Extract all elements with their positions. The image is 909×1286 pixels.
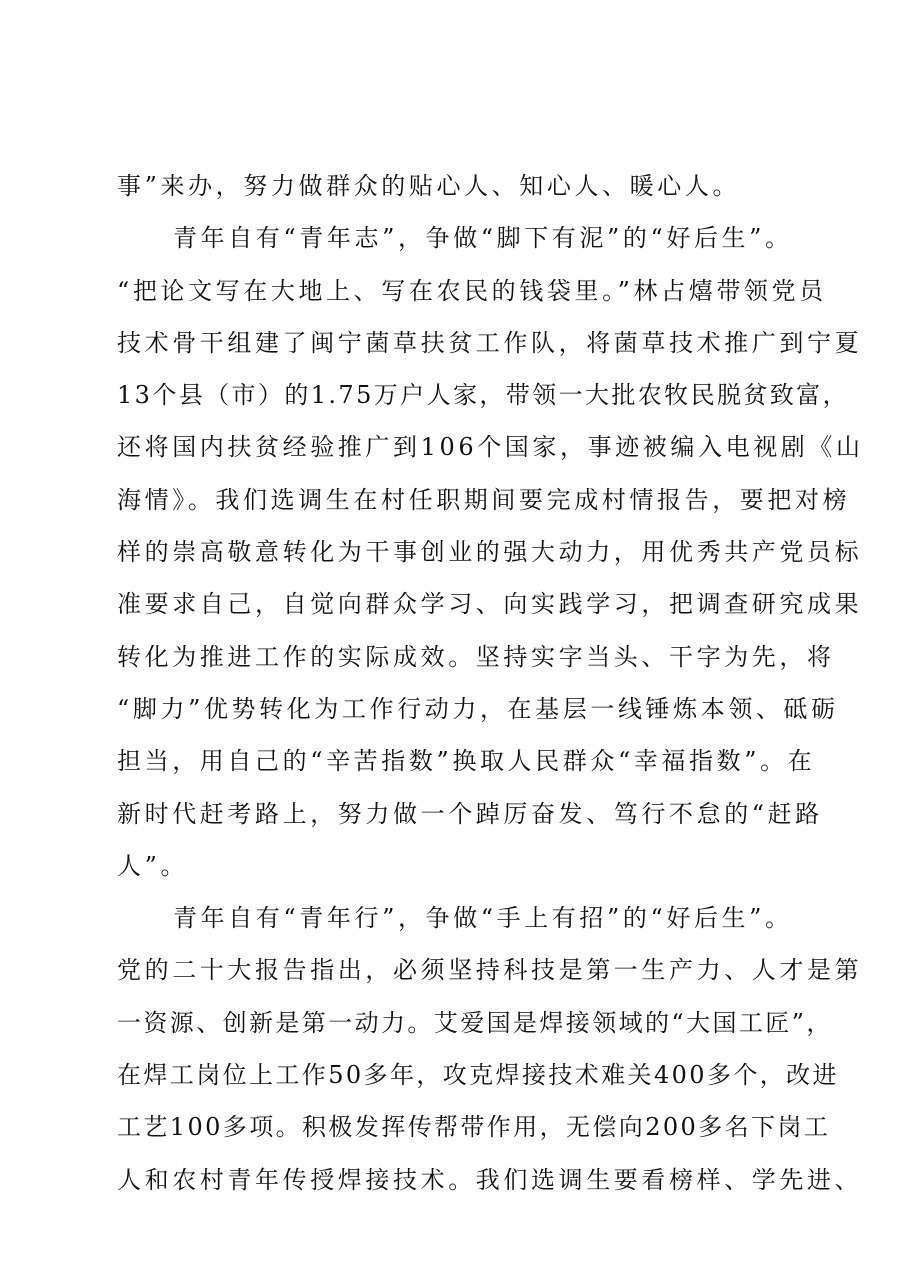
text-line: 还将国内扶贫经验推广到106个国家，事迹被编入电视剧《山: [117, 433, 864, 462]
text-line: 样的崇高敬意转化为干事创业的强大动力，用优秀共产党员标: [117, 538, 863, 567]
paragraph-first-line: 青年自有“青年行”，争做“手上有招”的“好后生”。: [173, 904, 793, 933]
text-line: 事”来办，努力做群众的贴心人、知心人、暖心人。: [117, 172, 741, 200]
text-line: 人和农村青年传授焊接技术。我们选调生要看榜样、学先进、: [117, 1165, 863, 1194]
text-line: 新时代赶考路上，努力做一个踔厉奋发、笃行不怠的“赶路: [117, 799, 823, 828]
text-line: 在焊工岗位上工作50多年，攻克焊接技术难关400多个，改进: [117, 1061, 839, 1090]
article-body: [117, 160, 864, 1206]
text-line: 海情》。我们选调生在村任职期间要完成村情报告，要把对榜: [117, 485, 851, 514]
paragraph-first-line: 青年自有“青年志”，争做“脚下有泥”的“好后生”。: [173, 224, 793, 253]
text-line: 工艺100多项。积极发挥传帮带作用，无偿向200多名下岗工: [117, 1113, 831, 1142]
text-line: “把论文写在大地上、写在农民的钱袋里。”林占熺带领党员: [117, 276, 827, 305]
text-line: 13个县（市）的1.75万户人家，带领一大批农牧民脱贫致富，: [117, 381, 849, 410]
text-line: 准要求自己，自觉向群众学习、向实践学习，把调查研究成果: [117, 590, 863, 619]
text-line: 技术骨干组建了闽宁菌草扶贫工作队，将菌草技术推广到宁夏: [117, 328, 863, 357]
text-line: 转化为推进工作的实际成效。坚持实字当头、干字为先，将: [117, 642, 835, 671]
text-line: 党的二十大报告指出，必须坚持科技是第一生产力、人才是第: [117, 956, 863, 985]
text-line: 一资源、创新是第一动力。艾爱国是焊接领域的“大国工匠”，: [117, 1008, 833, 1037]
text-line: 担当，用自己的“辛苦指数”换取人民群众“幸福指数”。在: [117, 747, 816, 776]
text-line: “脚力”优势转化为工作行动力，在基层一线锤炼本领、砥砺: [117, 694, 839, 723]
text-line: 人”。: [117, 851, 189, 880]
